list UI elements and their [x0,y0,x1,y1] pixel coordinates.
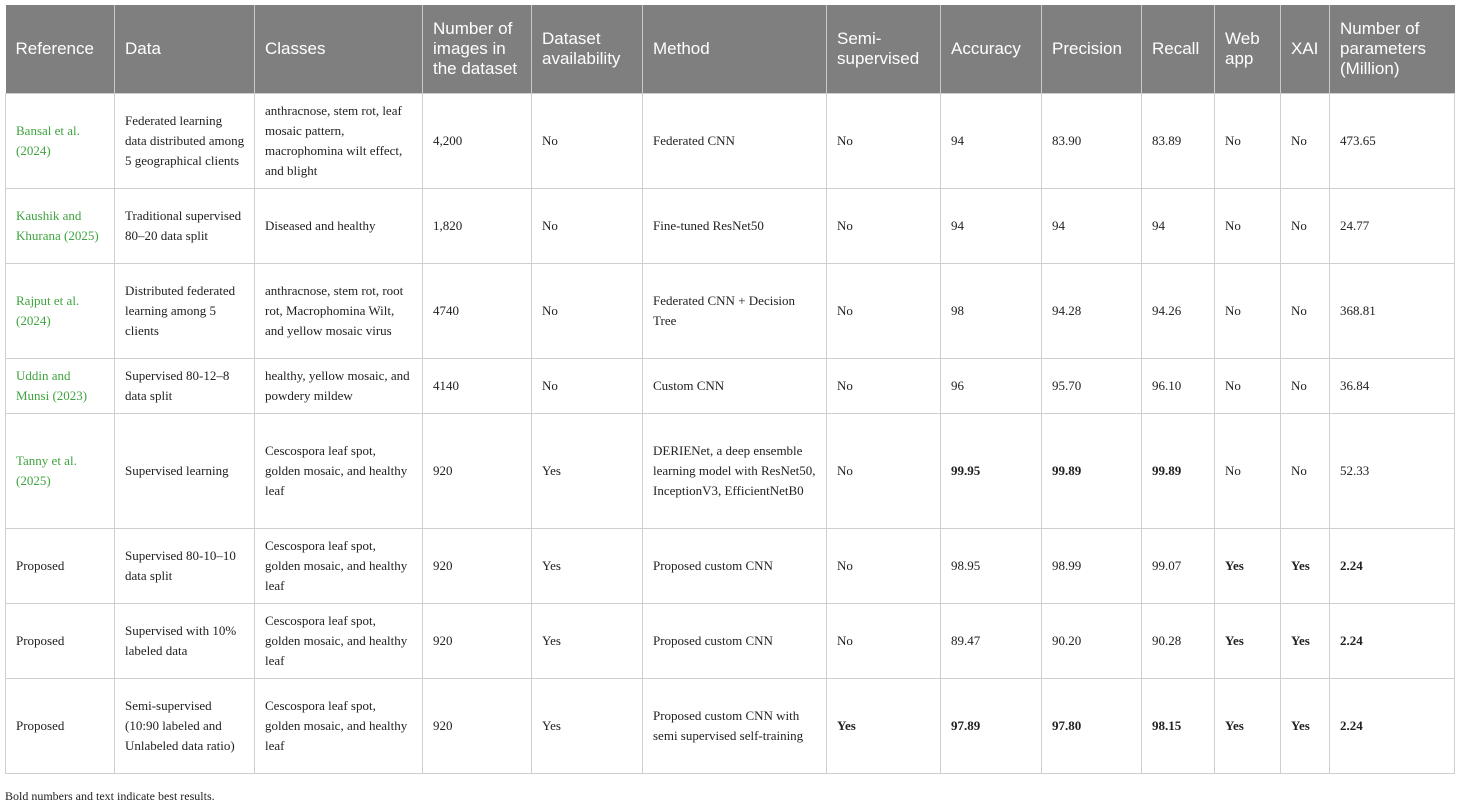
cell-web-app: No [1215,188,1281,263]
cell-xai: No [1281,93,1330,188]
cell-recall: 83.89 [1142,93,1215,188]
cell-semi-supervised: No [827,188,941,263]
cell-images: 920 [423,678,532,773]
cell-xai: Yes [1281,528,1330,603]
header-number-of-images: Number of images in the dataset [423,5,532,93]
cell-accuracy: 99.95 [941,413,1042,528]
cell-reference: Proposed [6,603,115,678]
cell-precision: 98.99 [1042,528,1142,603]
cell-method: Federated CNN [643,93,827,188]
cell-images: 4,200 [423,93,532,188]
cell-web-app: No [1215,358,1281,413]
cell-method: DERIENet, a deep ensemble learning model with ResNet50, InceptionV3, EfficientNetB0 [643,413,827,528]
cell-xai: Yes [1281,678,1330,773]
cell-precision: 90.20 [1042,603,1142,678]
cell-semi-supervised: No [827,413,941,528]
cell-images: 4740 [423,263,532,358]
comparison-table [5,5,1455,774]
cell-data: Supervised with 10% labeled data [115,603,255,678]
cell-accuracy: 94 [941,93,1042,188]
cell-method: Custom CNN [643,358,827,413]
cell-web-app: No [1215,263,1281,358]
cell-params: 2.24 [1330,528,1455,603]
header-dataset-availability: Dataset availability [532,5,643,93]
cell-recall: 99.89 [1142,413,1215,528]
header-classes: Classes [255,5,423,93]
cell-classes: anthracnose, stem rot, root rot, Macrophomina Wilt, and yellow mosaic virus [255,263,423,358]
cell-availability: Yes [532,413,643,528]
header-web-app: Web app [1215,5,1281,93]
cell-recall: 94 [1142,188,1215,263]
cell-recall: 98.15 [1142,678,1215,773]
cell-availability: No [532,358,643,413]
cell-semi-supervised: No [827,358,941,413]
cell-availability: No [532,188,643,263]
cell-data: Supervised learning [115,413,255,528]
header-data: Data [115,5,255,93]
header-method: Method [643,5,827,93]
cell-availability: Yes [532,603,643,678]
cell-reference: Proposed [6,528,115,603]
cell-data: Federated learning data distributed among 5 geographical clients [115,93,255,188]
cell-precision: 99.89 [1042,413,1142,528]
cell-classes: Cescospora leaf spot, golden mosaic, and healthy leaf [255,678,423,773]
cell-semi-supervised: Yes [827,678,941,773]
header-number-of-parameters: Number of parameters (Million) [1330,5,1455,93]
reference-link[interactable]: Uddin and Munsi (2023) [6,358,115,413]
table-row [6,528,1455,603]
cell-semi-supervised: No [827,93,941,188]
reference-link[interactable]: Rajput et al. (2024) [6,263,115,358]
cell-params: 368.81 [1330,263,1455,358]
table-row [6,413,1455,528]
cell-semi-supervised: No [827,528,941,603]
reference-link[interactable]: Tanny et al. (2025) [6,413,115,528]
cell-precision: 94.28 [1042,263,1142,358]
cell-classes: anthracnose, stem rot, leaf mosaic pattern, macrophomina wilt effect, and blight [255,93,423,188]
cell-accuracy: 98.95 [941,528,1042,603]
cell-recall: 94.26 [1142,263,1215,358]
cell-params: 2.24 [1330,678,1455,773]
cell-web-app: Yes [1215,528,1281,603]
cell-data: Semi-supervised (10:90 labeled and Unlabeled data ratio) [115,678,255,773]
table-row [6,263,1455,358]
table-row [6,358,1455,413]
header-precision: Precision [1042,5,1142,93]
cell-recall: 90.28 [1142,603,1215,678]
table-row [6,603,1455,678]
table-row [6,93,1455,188]
cell-params: 24.77 [1330,188,1455,263]
cell-web-app: No [1215,413,1281,528]
cell-classes: Cescospora leaf spot, golden mosaic, and healthy leaf [255,528,423,603]
table-row [6,188,1455,263]
cell-data: Supervised 80-10–10 data split [115,528,255,603]
cell-xai: Yes [1281,603,1330,678]
cell-method: Federated CNN + Decision Tree [643,263,827,358]
reference-link[interactable]: Bansal et al. (2024) [6,93,115,188]
cell-data: Supervised 80-12–8 data split [115,358,255,413]
cell-classes: Cescospora leaf spot, golden mosaic, and healthy leaf [255,603,423,678]
cell-semi-supervised: No [827,263,941,358]
cell-availability: Yes [532,528,643,603]
cell-accuracy: 97.89 [941,678,1042,773]
comparison-table-container [5,5,1454,774]
cell-accuracy: 94 [941,188,1042,263]
cell-data: Traditional supervised 80–20 data split [115,188,255,263]
cell-classes: Cescospora leaf spot, golden mosaic, and healthy leaf [255,413,423,528]
cell-params: 52.33 [1330,413,1455,528]
cell-images: 920 [423,603,532,678]
cell-method: Proposed custom CNN with semi supervised self-training [643,678,827,773]
cell-precision: 97.80 [1042,678,1142,773]
header-xai: XAI [1281,5,1330,93]
cell-reference: Proposed [6,678,115,773]
reference-link[interactable]: Kaushik and Khurana (2025) [6,188,115,263]
cell-availability: No [532,93,643,188]
cell-data: Distributed federated learning among 5 clients [115,263,255,358]
cell-precision: 83.90 [1042,93,1142,188]
cell-accuracy: 89.47 [941,603,1042,678]
table-header-row [6,5,1455,93]
cell-images: 920 [423,528,532,603]
cell-images: 920 [423,413,532,528]
header-reference: Reference [6,5,115,93]
cell-images: 4140 [423,358,532,413]
header-recall: Recall [1142,5,1215,93]
cell-params: 2.24 [1330,603,1455,678]
cell-availability: No [532,263,643,358]
cell-params: 473.65 [1330,93,1455,188]
cell-recall: 99.07 [1142,528,1215,603]
cell-accuracy: 96 [941,358,1042,413]
cell-semi-supervised: No [827,603,941,678]
table-row [6,678,1455,773]
cell-web-app: Yes [1215,603,1281,678]
cell-web-app: No [1215,93,1281,188]
cell-precision: 94 [1042,188,1142,263]
header-accuracy: Accuracy [941,5,1042,93]
cell-classes: Diseased and healthy [255,188,423,263]
cell-xai: No [1281,188,1330,263]
cell-params: 36.84 [1330,358,1455,413]
cell-method: Proposed custom CNN [643,603,827,678]
cell-precision: 95.70 [1042,358,1142,413]
cell-classes: healthy, yellow mosaic, and powdery mildew [255,358,423,413]
cell-xai: No [1281,263,1330,358]
cell-recall: 96.10 [1142,358,1215,413]
cell-method: Proposed custom CNN [643,528,827,603]
cell-xai: No [1281,358,1330,413]
cell-xai: No [1281,413,1330,528]
cell-images: 1,820 [423,188,532,263]
cell-method: Fine-tuned ResNet50 [643,188,827,263]
cell-accuracy: 98 [941,263,1042,358]
cell-availability: Yes [532,678,643,773]
header-semi-supervised: Semi-supervised [827,5,941,93]
cell-web-app: Yes [1215,678,1281,773]
table-footnote: Bold numbers and text indicate best results. [5,789,215,803]
